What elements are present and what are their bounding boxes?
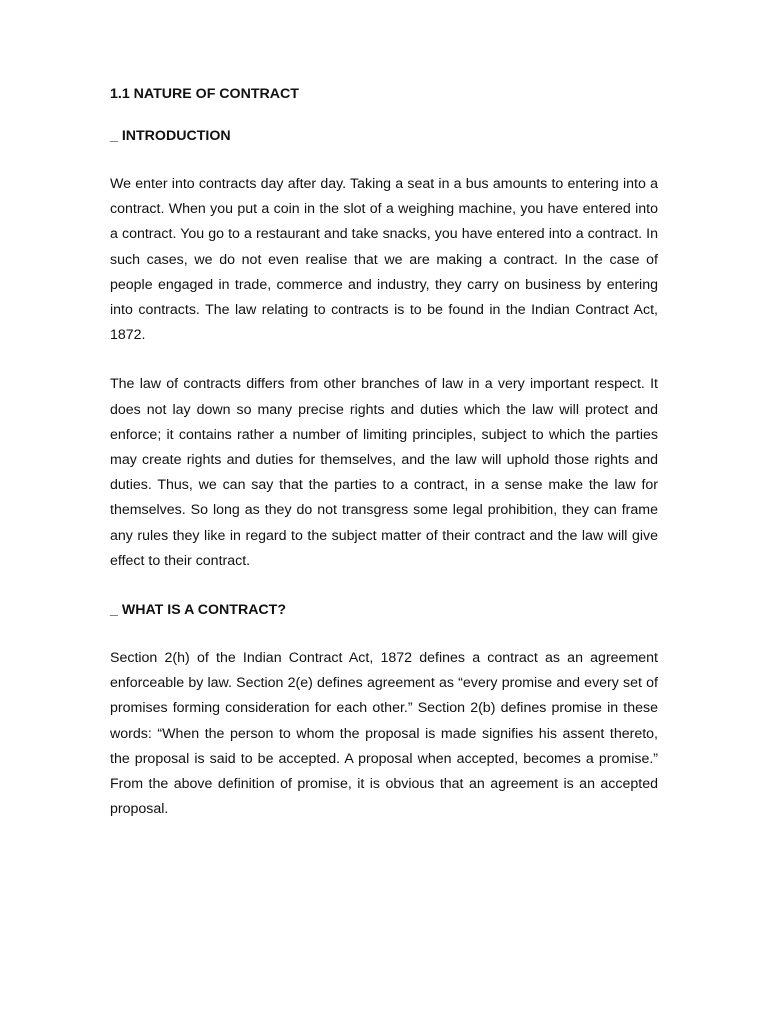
document-title: 1.1 NATURE OF CONTRACT (110, 86, 299, 102)
paragraph-contract-definition: Section 2(h) of the Indian Contract Act, 1872 defines a contract as an agreement enforceable by law. Section 2(e) defines agreement as “every promise and every set of promises forming consideration for each other.” Section 2(b) defines promise in these words: “When the person to whom the proposal is made signifies his assent thereto, the proposal is said to be accepted. A proposal when accepted, becomes a promise.” From the above definition of promise, it is obvious that an agreement is an accepted proposal. (110, 650, 658, 818)
section-heading-introduction: _ INTRODUCTION (110, 128, 231, 144)
paragraph-intro-2: The law of contracts differs from other branches of law in a very important respect. It does not lay down so many precise rights and duties which the law will protect and enforce; it contains rather a number of limiting principles, subject to which the parties may create rights and duties for themselves, and the law will uphold those rights and duties. Thus, we can say that the parties to a contract, in a sense make the law for themselves. So long as they do not transgress some legal prohibition, they can frame any rules they like in regard to the subject matter of their contract and the law will give effect to their contract. (110, 376, 658, 569)
document-page (110, 82, 658, 846)
paragraph-intro-1: We enter into contracts day after day. Taking a seat in a bus amounts to entering into a contract. When you put a coin in the slot of a weighing machine, you have entered into a contract. You go to a restaurant and take snacks, you have entered into a contract. In such cases, we do not even realise that we are making a contract. In the case of people engaged in trade, commerce and industry, they carry on business by entering into contracts. The law relating to contracts is to be found in the Indian Contract Act, 1872. (110, 176, 658, 344)
section-heading-what-is-contract: _ WHAT IS A CONTRACT? (110, 602, 287, 619)
